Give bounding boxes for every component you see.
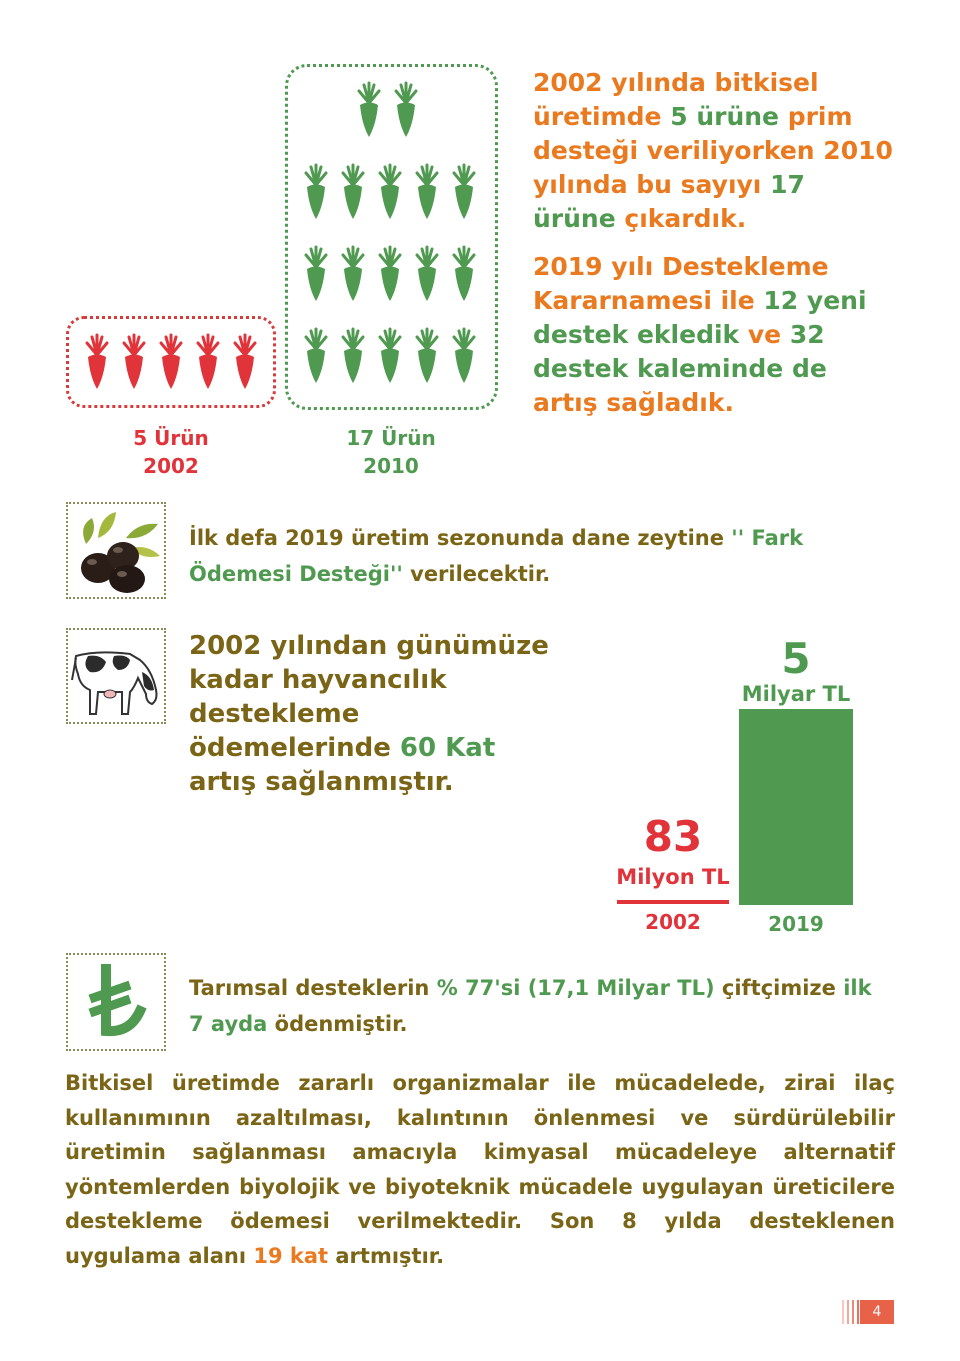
crops-2010-caption: [316, 424, 466, 480]
olive-icon: [68, 504, 164, 597]
crops-2002-year: 2002: [143, 454, 199, 478]
text-run: 12 yeni destek ekledik: [533, 286, 867, 349]
carrot-icon: [339, 163, 367, 221]
carrot-icon: [339, 327, 367, 385]
cow-icon: [68, 630, 164, 722]
page-number: 4: [860, 1300, 894, 1324]
chart-value-2002: 83: [643, 812, 703, 861]
chart-category-2002: 2002: [645, 910, 701, 934]
text-run: 19 kat: [253, 1243, 329, 1268]
text-run: ve: [739, 320, 790, 349]
crops-2010-year: 2010: [363, 454, 419, 478]
text-run: çiftçimize: [714, 976, 844, 1000]
payment-text: [189, 970, 889, 1042]
carrot-icon: [376, 245, 404, 303]
text-run: çıkardık.: [615, 204, 747, 233]
carrot-icon: [450, 327, 478, 385]
chart-unit-2002: Milyon TL: [616, 865, 730, 889]
carrot-icon: [413, 245, 441, 303]
chart-unit-2019: Milyar TL: [741, 682, 851, 706]
carrot-icon: [83, 333, 111, 391]
text-run: verilecektir.: [402, 562, 551, 586]
text-run: '' Fark Ödemesi Desteği'': [189, 526, 804, 586]
livestock-support-text: [189, 629, 569, 799]
carrot-icon: [231, 333, 259, 391]
crops-2002-caption: [96, 424, 246, 480]
crops-2002-count: 5 Ürün: [133, 426, 209, 450]
carrot-icon: [450, 245, 478, 303]
page-number-stripes: [842, 1300, 860, 1324]
carrot-icon: [339, 245, 367, 303]
carrot-icon: [302, 327, 330, 385]
carrot-icon: [355, 81, 383, 139]
text-run: 2002 yılında bitkisel üretimde: [533, 68, 819, 131]
text-run: 5 ürüne: [670, 102, 779, 131]
text-run: Bitkisel üretimde zararlı organizmalar ile mücadelede, zirai ilaç kullanımının azaltılması, kalıntının önlenmesi ve sürdürülebilir üretimin sağlanması amacıyla kimyasal mücadeleye alternatif yöntemlerden biyolojik ve biyoteknik mücadele uygulayan üreticilere destekleme ödemesi verilmektedir. Son 8 yılda desteklenen uygulama alanı: [65, 1071, 895, 1268]
carrot-icon: [413, 163, 441, 221]
carrot-icon: [413, 327, 441, 385]
text-run: 32 destek kaleminde de: [533, 320, 827, 383]
crop-support-paragraph-1: [533, 66, 893, 236]
text-run: ilk 7 ayda: [189, 976, 872, 1036]
chart-bar-2002: [617, 900, 729, 904]
crop-support-text: [533, 66, 893, 434]
chart-value-2019: 5: [781, 634, 811, 683]
chart-bar-2019: [739, 709, 853, 905]
carrot-icon: [194, 333, 222, 391]
cow-icon-frame: [66, 628, 166, 724]
carrot-icon: [376, 163, 404, 221]
text-run: artmıştır.: [328, 1243, 445, 1268]
text-run: 17 ürüne: [533, 170, 805, 233]
olive-support-text: [189, 520, 809, 592]
text-run: Tarımsal desteklerin: [189, 976, 437, 1000]
chart-category-2019: 2019: [768, 912, 824, 936]
carrot-icon: [157, 333, 185, 391]
carrot-icon: [302, 245, 330, 303]
text-run: % 77'si (17,1 Milyar TL): [436, 976, 715, 1000]
text-run: ödenmiştir.: [267, 1012, 408, 1036]
text-run: artış sağladık.: [533, 388, 734, 417]
crops-2010-box: [285, 64, 498, 410]
crop-support-paragraph-2: [533, 250, 893, 420]
crops-2010-count: 17 Ürün: [346, 426, 436, 450]
olive-icon-frame: [66, 502, 166, 599]
carrot-icon: [120, 333, 148, 391]
carrot-icon: [302, 163, 330, 221]
text-run: 2019 yılı Destekleme Kararnamesi ile: [533, 252, 829, 315]
text-run: prim desteği veriliyorken 2010 yılında bu sayıyı: [533, 102, 893, 199]
text-run: İlk defa 2019 üretim sezonunda dane zeytine: [189, 526, 732, 550]
lira-icon-frame: [66, 953, 166, 1051]
lira-icon: [68, 955, 164, 1049]
carrot-icon: [376, 327, 404, 385]
text-run: artış sağlanmıştır.: [189, 767, 454, 797]
carrot-icon: [392, 81, 420, 139]
carrot-icon: [450, 163, 478, 221]
crops-2002-box: [66, 316, 276, 408]
text-run: 2002 yılından günümüze kadar hayvancılık destekleme ödemelerinde: [189, 631, 549, 763]
biological-control-paragraph: [65, 1066, 895, 1273]
text-run: 60 Kat: [399, 733, 496, 763]
